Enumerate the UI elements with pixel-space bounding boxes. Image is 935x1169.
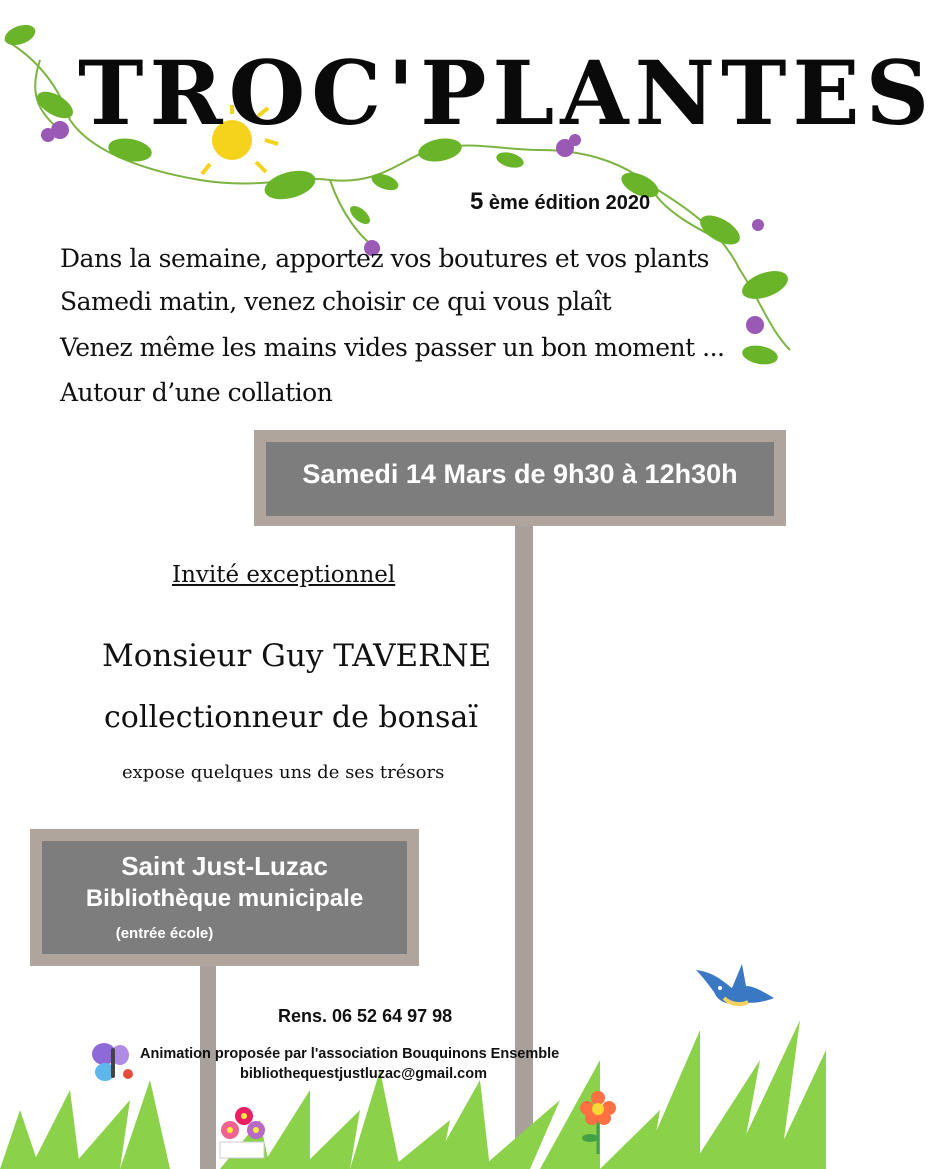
date-sign-text: Samedi 14 Mars de 9h30 à 12h30h — [302, 459, 738, 489]
guest-description: expose quelques uns de ses trésors — [122, 762, 445, 783]
contact-phone: Rens. 06 52 64 97 98 — [278, 1006, 453, 1026]
intro-line-1: Dans la semaine, apportez vos boutures et vos plants — [60, 244, 709, 273]
guest-role: collectionneur de bonsaï — [104, 700, 478, 735]
date-sign-panel — [266, 442, 774, 516]
guest-name: Monsieur Guy TAVERNE — [102, 638, 492, 674]
location-sign-panel — [42, 841, 407, 954]
location-note: (entrée école) — [115, 925, 214, 942]
edition-text: ème édition 2020 — [483, 192, 651, 214]
contact-email[interactable]: bibliothequestjustluzac@gmail.com — [240, 1066, 487, 1082]
location-venue: Bibliothèque municipale — [85, 885, 364, 912]
edition-number: 5 — [470, 188, 484, 215]
flower-icon — [578, 1090, 618, 1156]
date-sign — [254, 430, 786, 526]
poster-title: TROC'PLANTES — [78, 41, 935, 145]
edition-label — [470, 188, 650, 216]
intro-line-4: Autour d’une collation — [60, 378, 333, 407]
flower-bouquet-icon — [212, 1100, 272, 1160]
location-sign — [30, 829, 419, 966]
intro-line-2: Samedi matin, venez choisir ce qui vous plaît — [60, 287, 612, 316]
location-town: Saint Just-Luzac — [121, 851, 328, 881]
association-credit: Animation proposée par l'association Bouquinons Ensemble — [140, 1046, 560, 1062]
intro-line-3: Venez même les mains vides passer un bon moment ... — [60, 333, 725, 362]
guest-heading: Invité exceptionnel — [172, 562, 396, 588]
